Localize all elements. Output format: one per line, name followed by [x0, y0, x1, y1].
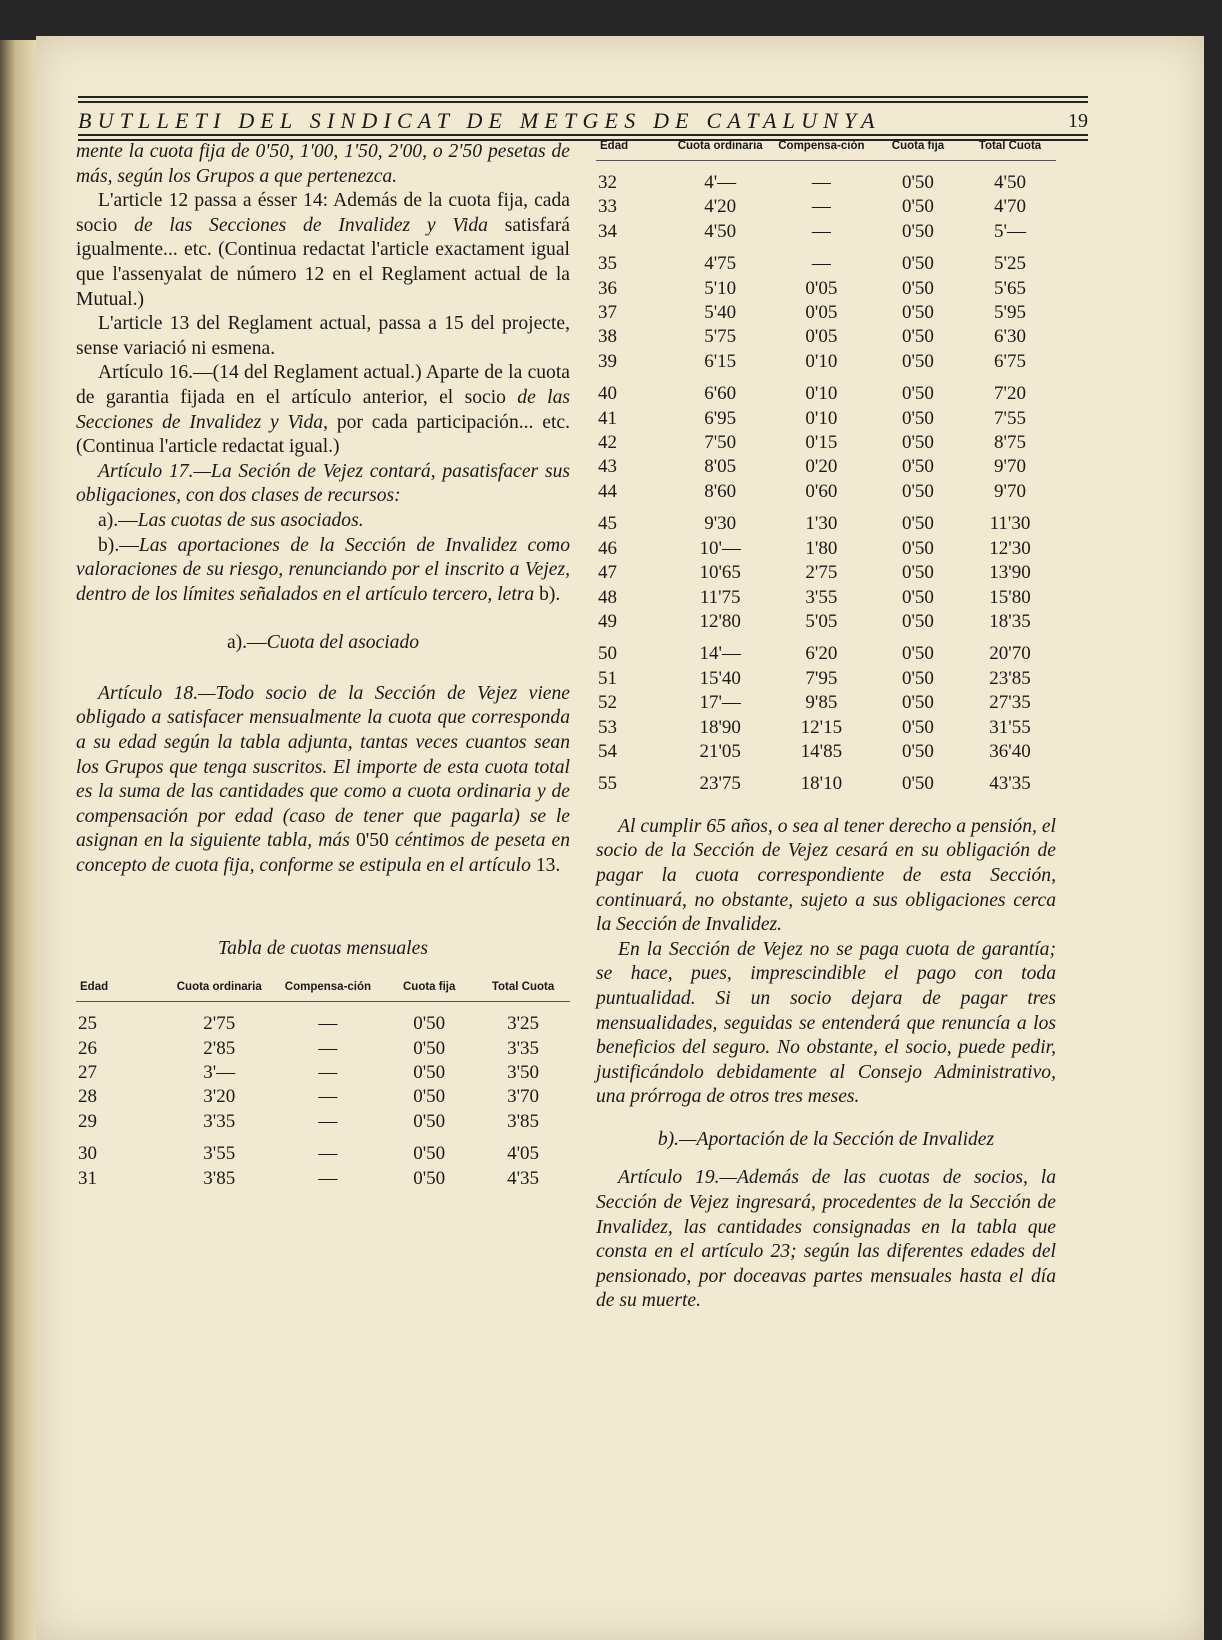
cuota-ordinaria-cell: 23'75: [699, 773, 741, 795]
age-cell: 38: [598, 326, 617, 348]
text-run-italic: Cuota del asociado: [266, 632, 420, 654]
age-cell: 52: [598, 692, 617, 714]
total-cell: 5'95: [994, 302, 1026, 324]
compensacion-cell: 14'85: [800, 740, 843, 762]
total-cell: 4'35: [507, 1167, 540, 1189]
compensacion-cell: 0'60: [805, 480, 838, 502]
cuota-ordinaria-cell: 8'60: [704, 480, 737, 502]
table-row: [596, 244, 1056, 276]
text-run: 13.: [535, 855, 561, 877]
total-cell: 7'20: [994, 383, 1026, 405]
compensacion-cell: 2'75: [805, 562, 838, 584]
age-cell: 32: [598, 172, 617, 193]
age-cell: 42: [598, 432, 617, 454]
age-cell: 40: [598, 383, 617, 405]
table-row: [596, 350, 1056, 374]
age-cell: 51: [598, 667, 617, 689]
age-cell: 55: [598, 773, 617, 795]
cuota-ordinaria-cell: 14'—: [699, 643, 741, 665]
age-cell: 36: [598, 277, 617, 299]
age-cell: 31: [78, 1167, 97, 1189]
table-row: [596, 610, 1056, 634]
table-row: [76, 1110, 570, 1134]
cuota-fija-cell: 0'50: [902, 610, 934, 632]
cuota-ordinaria-cell: 3'85: [203, 1167, 236, 1189]
compensacion-cell: —: [318, 1110, 338, 1132]
age-cell: 50: [598, 643, 617, 665]
age-cell: 53: [598, 716, 617, 738]
compensacion-cell: 7'95: [805, 667, 838, 689]
header-fija: Cuota fija: [382, 981, 476, 1002]
table-row: [596, 691, 1056, 715]
header-rule-top-thin: [78, 101, 1088, 103]
text-run: L'article 12 passa a ésser 14: Además de la cuota fija, cada socio: [76, 190, 570, 236]
cuota-ordinaria-cell: 3'35: [203, 1110, 236, 1132]
compensacion-cell: 0'05: [805, 277, 838, 299]
book-spine: [0, 40, 38, 1640]
age-cell: 46: [598, 537, 617, 559]
header-ordinaria: Cuota ordinaria: [165, 981, 274, 1002]
cuota-fija-cell: 0'50: [902, 643, 934, 665]
table-row: [76, 1167, 570, 1191]
compensacion-cell: —: [318, 1013, 338, 1035]
table-row: [596, 374, 1056, 406]
cuota-fija-cell: 0'50: [902, 326, 934, 348]
compensacion-cell: —: [318, 1086, 338, 1108]
paragraph: [76, 534, 570, 608]
header-total: Total Cuota: [476, 981, 570, 1002]
table-row: [596, 716, 1056, 740]
age-cell: 35: [598, 253, 617, 275]
text-run-italic: Aportación de la Sección de Invalidez: [696, 1128, 995, 1150]
compensacion-cell: 1'30: [805, 513, 838, 535]
cuota-ordinaria-cell: 6'60: [704, 383, 737, 405]
table-row: [596, 561, 1056, 585]
text-run: céntimos de peseta en concepto de cuota fija, conforme se estipula en el artículo: [76, 830, 570, 877]
total-cell: 6'75: [994, 350, 1026, 372]
total-cell: 7'55: [994, 407, 1026, 429]
table-row: [596, 301, 1056, 325]
paragraph: [76, 682, 570, 879]
table-row: [76, 1037, 570, 1061]
age-cell: 25: [78, 1013, 97, 1035]
table-row: [76, 1002, 570, 1037]
cuota-fija-cell: 0'50: [902, 277, 934, 299]
table-body-right: [596, 161, 1056, 797]
running-header: [78, 62, 1088, 140]
cuota-ordinaria-cell: 12'80: [699, 610, 741, 632]
total-cell: 11'30: [989, 513, 1031, 535]
age-cell: 49: [598, 610, 617, 632]
cuota-fija-cell: 0'50: [902, 196, 934, 218]
cuota-ordinaria-cell: 21'05: [699, 740, 741, 762]
compensacion-cell: 0'10: [805, 407, 838, 429]
cuota-ordinaria-cell: 5'10: [704, 277, 737, 299]
cuota-fija-cell: 0'50: [413, 1013, 446, 1035]
total-cell: 8'75: [994, 432, 1026, 454]
text-run-italic: de las Secciones de Invalidez y Vida,: [76, 386, 570, 433]
age-cell: 34: [598, 220, 617, 242]
total-cell: 9'70: [994, 456, 1026, 478]
cuota-ordinaria-cell: 18'90: [699, 716, 741, 738]
compensacion-cell: 0'20: [805, 456, 838, 478]
compensacion-cell: 18'10: [800, 773, 843, 795]
header-rule-top: [78, 96, 1088, 98]
total-cell: 3'50: [507, 1062, 540, 1084]
cuota-fija-cell: 0'50: [902, 692, 934, 714]
compensacion-cell: 9'85: [805, 692, 838, 714]
table-row: [596, 634, 1056, 666]
age-cell: 41: [598, 407, 617, 429]
text-run: a).—: [98, 509, 138, 531]
text-run-italic: Las aportaciones de la Sección de Invalidez como valoraciones de su riesgo, renunciando por el inscrito a Vejez, dentro de los límites señalados en el artículo tercero, letra: [76, 534, 570, 605]
table-row: [596, 325, 1056, 349]
cuota-ordinaria-cell: 6'15: [704, 350, 737, 372]
table-row: [76, 1134, 570, 1166]
cuota-ordinaria-cell: 17'—: [699, 692, 741, 714]
fee-table-right: [596, 140, 1056, 797]
cuota-ordinaria-cell: 9'30: [704, 513, 737, 535]
text-run-italic: de las Secciones de Invalidez y Vida: [134, 214, 488, 236]
table-title: Tabla de cuotas mensuales: [218, 937, 428, 959]
paragraph: L'article 13 del Reglament actual, passa a 15 del projecte, sense variació ni esmena.: [76, 313, 570, 359]
total-cell: 6'30: [994, 326, 1026, 348]
total-cell: 20'70: [989, 643, 1031, 665]
cuota-fija-cell: 0'50: [902, 716, 934, 738]
total-cell: 43'35: [989, 773, 1031, 795]
cuota-ordinaria-cell: 4'75: [704, 253, 737, 275]
total-cell: 3'25: [507, 1013, 540, 1035]
right-column: [596, 140, 1056, 1314]
table-row: [596, 195, 1056, 219]
cuota-fija-cell: 0'50: [413, 1086, 446, 1108]
cuota-ordinaria-cell: 4'—: [704, 172, 737, 193]
cuota-fija-cell: 0'50: [902, 220, 934, 242]
table-row: [596, 764, 1056, 796]
compensacion-cell: 0'10: [805, 350, 838, 372]
compensacion-cell: 0'05: [805, 326, 838, 348]
cuota-ordinaria-cell: 6'95: [704, 407, 737, 429]
cuota-fija-cell: 0'50: [902, 537, 934, 559]
fee-table-left: [76, 981, 570, 1191]
total-cell: 3'85: [507, 1110, 540, 1132]
cuota-ordinaria-cell: 4'20: [704, 196, 737, 218]
cuota-fija-cell: 0'50: [902, 562, 934, 584]
total-cell: 3'70: [507, 1086, 540, 1108]
age-cell: 27: [78, 1062, 97, 1084]
table-row: [76, 1085, 570, 1109]
table-row: [596, 480, 1056, 504]
total-cell: 9'70: [994, 480, 1026, 502]
left-column: [76, 140, 570, 1191]
cuota-ordinaria-cell: 5'40: [704, 302, 737, 324]
text-run: b).: [539, 583, 561, 605]
age-cell: 28: [78, 1086, 97, 1108]
total-cell: 36'40: [989, 740, 1031, 762]
total-cell: 5'25: [994, 253, 1026, 275]
table-row: [596, 504, 1056, 536]
cuota-fija-cell: 0'50: [902, 383, 934, 405]
cuota-ordinaria-cell: 3'20: [203, 1086, 236, 1108]
compensacion-cell: 1'80: [805, 537, 838, 559]
total-cell: 5'—: [994, 220, 1026, 242]
cuota-fija-cell: 0'50: [902, 302, 934, 324]
compensacion-cell: —: [811, 253, 831, 275]
total-cell: 31'55: [989, 716, 1031, 738]
total-cell: 12'30: [989, 537, 1031, 559]
cuota-fija-cell: 0'50: [413, 1062, 446, 1084]
header-compensacion: Compensa-ción: [771, 140, 872, 161]
table-row: [596, 667, 1056, 691]
paragraph: En la Sección de Vejez no se paga cuota de garantía; se hace, pues, imprescindible el pago con toda puntualidad. Si un socio dejara de pagar tres mensualidades, seguidas se entenderá que renuncía a los beneficios del seguro. No obstante, el socio, puede pedir, justificándolo debidamente al Consejo Administrativo, una prórroga de otros tres meses.: [596, 938, 1056, 1108]
paragraph: [76, 189, 570, 312]
table-header-row: [596, 140, 1056, 161]
compensacion-cell: 0'15: [805, 432, 838, 454]
cuota-ordinaria-cell: 3'—: [203, 1062, 236, 1084]
header-ordinaria: Cuota ordinaria: [670, 140, 771, 161]
cuota-ordinaria-cell: 11'75: [699, 586, 741, 608]
total-cell: 4'70: [994, 196, 1026, 218]
page-number: 19: [1068, 110, 1088, 132]
paragraph: Artículo 19.—Además de las cuotas de socios, la Sección de Vejez ingresará, procedentes de la Sección de Invalidez, las cantidades consignadas en la tabla que consta en el artículo 23; según las diferentes edades del pensionado, por doceavas partes mensuales hasta el día de su muerte.: [596, 1167, 1056, 1312]
total-cell: 23'85: [989, 667, 1031, 689]
age-cell: 26: [78, 1037, 97, 1059]
paragraph: Al cumplir 65 años, o sea al tener derecho a pensión, el socio de la Sección de Vejez cesará en su obligación de pagar la cuota correspondiente de esta Sección, continuará, no obstante, sujeto a sus obligaciones cerca la Sección de Invalidez.: [596, 815, 1056, 936]
total-cell: 27'35: [989, 692, 1031, 714]
table-header-row: [76, 981, 570, 1002]
total-cell: 15'80: [989, 586, 1031, 608]
table-row: [596, 220, 1056, 244]
cuota-ordinaria-cell: 5'75: [704, 326, 737, 348]
section-subheading: [76, 631, 570, 656]
table-row: [596, 161, 1056, 196]
age-cell: 54: [598, 740, 617, 762]
age-cell: 47: [598, 562, 617, 584]
header-total: Total Cuota: [964, 140, 1056, 161]
paragraph: [76, 509, 570, 534]
compensacion-cell: —: [318, 1062, 338, 1084]
cuota-fija-cell: 0'50: [902, 586, 934, 608]
right-text: [596, 815, 1056, 1314]
cuota-fija-cell: 0'50: [902, 456, 934, 478]
header-edad: Edad: [596, 140, 670, 161]
age-cell: 43: [598, 456, 617, 478]
cuota-fija-cell: 0'50: [902, 513, 934, 535]
age-cell: 29: [78, 1110, 97, 1132]
compensacion-cell: 0'10: [805, 383, 838, 405]
text-run: por cada participación... etc. (Continua l'article redactat igual.): [76, 411, 570, 458]
cuota-fija-cell: 0'50: [902, 350, 934, 372]
table-row: [596, 740, 1056, 764]
table-row: [596, 277, 1056, 301]
total-cell: 18'35: [989, 610, 1031, 632]
cuota-ordinaria-cell: 2'75: [203, 1013, 236, 1035]
cuota-fija-cell: 0'50: [902, 253, 934, 275]
age-cell: 48: [598, 586, 617, 608]
age-cell: 39: [598, 350, 617, 372]
paragraph: mente la cuota fija de 0'50, 1'00, 1'50, 2'00, o 2'50 pesetas de más, según los Grupos a que pertenezca.: [76, 141, 570, 187]
compensacion-cell: —: [318, 1143, 338, 1165]
compensacion-cell: 3'55: [805, 586, 838, 608]
cuota-ordinaria-cell: 2'85: [203, 1037, 236, 1059]
age-cell: 44: [598, 480, 617, 502]
table-row: [76, 1061, 570, 1085]
cuota-ordinaria-cell: 3'55: [203, 1143, 236, 1165]
table-row: [596, 407, 1056, 431]
text-run: Artículo 18.—Todo socio de la Sección de Vejez viene obligado a satisfacer mensualmente la cuota que corresponda a su edad según la tabla adjunta, tantas veces cuantos sean los Grupos que tenga suscritos. El importe de esta cuota total es la suma de las cantidades que como a cuota ordinaria y de compensación por edad (caso de tener que pagarla) se le asignan en la siguiente tabla, más: [76, 682, 570, 852]
text-run: 0'50: [355, 830, 389, 852]
table-row: [596, 455, 1056, 479]
section-subheading: [596, 1128, 1056, 1153]
compensacion-cell: 6'20: [805, 643, 838, 665]
total-cell: 4'50: [994, 172, 1026, 193]
cuota-fija-cell: 0'50: [413, 1110, 446, 1132]
cuota-ordinaria-cell: 7'50: [704, 432, 737, 454]
text-run: b).—: [98, 534, 139, 556]
header-edad: Edad: [76, 981, 165, 1002]
total-cell: 13'90: [989, 562, 1031, 584]
table-row: [596, 586, 1056, 610]
text-run: b).—: [657, 1128, 697, 1150]
header-fija: Cuota fija: [872, 140, 964, 161]
compensacion-cell: 5'05: [805, 610, 838, 632]
cuota-fija-cell: 0'50: [413, 1037, 446, 1059]
cuota-fija-cell: 0'50: [413, 1143, 446, 1165]
table-body-left: [76, 1002, 570, 1191]
cuota-fija-cell: 0'50: [902, 773, 934, 795]
cuota-ordinaria-cell: 15'40: [699, 667, 741, 689]
total-cell: 5'65: [994, 277, 1026, 299]
paragraph: [76, 361, 570, 459]
table-row: [596, 431, 1056, 455]
compensacion-cell: —: [318, 1037, 338, 1059]
compensacion-cell: 12'15: [800, 716, 843, 738]
header-rule-bottom: [78, 134, 1088, 136]
cuota-ordinaria-cell: 10'—: [699, 537, 741, 559]
cuota-fija-cell: 0'50: [902, 432, 934, 454]
compensacion-cell: 0'05: [805, 302, 838, 324]
text-run: satisfará igualmente... etc. (Continua redactat l'article exactament igual que l'assenyalat de número 12 en el Reglament actual de la Mutual.): [76, 214, 571, 310]
table-row: [596, 537, 1056, 561]
total-cell: 4'05: [507, 1143, 540, 1165]
compensacion-cell: —: [811, 220, 831, 242]
cuota-ordinaria-cell: 4'50: [704, 220, 737, 242]
text-run: Artículo 16.—(14 del Reglament actual.) Aparte de la cuota de garantia fijada en el artículo anterior, el socio: [76, 362, 570, 408]
cuota-ordinaria-cell: 10'65: [699, 562, 741, 584]
text-run: a).—: [226, 632, 267, 654]
total-cell: 3'35: [507, 1037, 540, 1059]
age-cell: 45: [598, 513, 617, 535]
cuota-ordinaria-cell: 8'05: [704, 456, 737, 478]
cuota-fija-cell: 0'50: [413, 1167, 446, 1189]
cuota-fija-cell: 0'50: [902, 740, 934, 762]
header-compensacion: Compensa-ción: [274, 981, 383, 1002]
age-cell: 30: [78, 1143, 97, 1165]
age-cell: 37: [598, 302, 617, 324]
paragraph: Artículo 17.—La Seción de Vejez contará, pasatisfacer sus obligaciones, con dos clases de recursos:: [76, 460, 570, 507]
compensacion-cell: —: [318, 1167, 338, 1189]
text-run-italic: Las cuotas de sus asociados.: [137, 509, 364, 531]
age-cell: 33: [598, 196, 617, 218]
cuota-fija-cell: 0'50: [902, 667, 934, 689]
journal-title: BUTLLETI DEL SINDICAT DE METGES DE CATALUNYA: [78, 108, 881, 133]
compensacion-cell: —: [811, 172, 831, 193]
compensacion-cell: —: [811, 196, 831, 218]
cuota-fija-cell: 0'50: [902, 480, 934, 502]
cuota-fija-cell: 0'50: [902, 407, 934, 429]
cuota-fija-cell: 0'50: [902, 172, 934, 193]
